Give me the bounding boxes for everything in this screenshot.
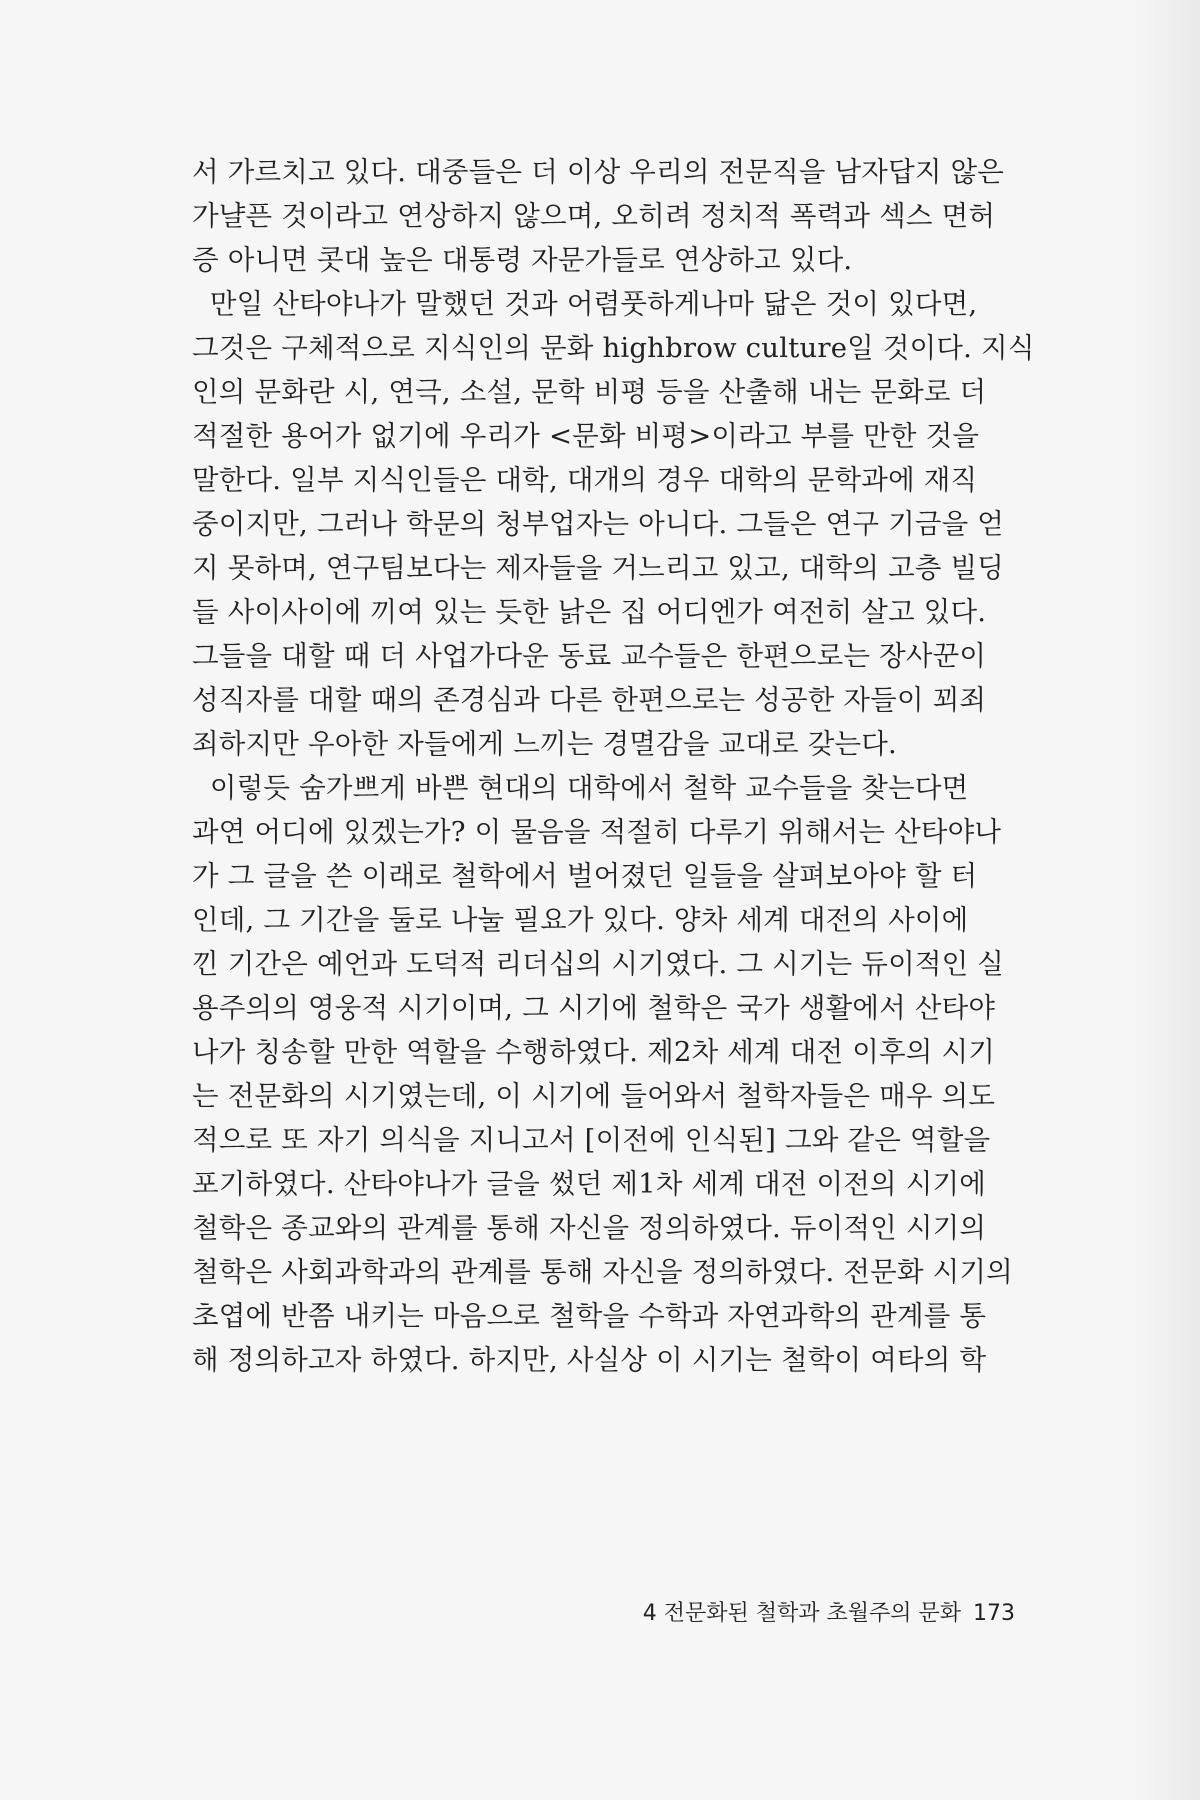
text-line: 만일 산타야나가 말했던 것과 어렴풋하게나마 닮은 것이 있다면, <box>192 288 978 320</box>
text-line: 그들을 대할 때 더 사업가다운 동료 교수들은 한편으로는 장사꾼이 <box>192 640 987 672</box>
text-line: 이렇듯 숨가쁘게 바쁜 현대의 대학에서 철학 교수들을 찾는다면 <box>192 772 969 804</box>
text-line: 가 그 글을 쓴 이래로 철학에서 벌어졌던 일들을 살펴보아야 할 터 <box>192 860 978 892</box>
text-line: 용주의의 영웅적 시기이며, 그 시기에 철학은 국가 생활에서 산타야 <box>192 992 996 1024</box>
text-line: 낀 기간은 예언과 도덕적 리더십의 시기였다. 그 시기는 듀이적인 실 <box>192 948 1005 980</box>
text-line: 포기하였다. 산타야나가 글을 썼던 제1차 세계 대전 이전의 시기에 <box>192 1168 987 1200</box>
text-line: 그것은 구체적으로 지식인의 문화 highbrow culture일 것이다. 지식 <box>192 332 1035 364</box>
text-line: 가냘픈 것이라고 연상하지 않으며, 오히려 정치적 폭력과 섹스 면허 <box>192 200 996 232</box>
page-edge-shadow <box>1130 0 1200 1800</box>
page-number: 173 <box>973 1601 1015 1626</box>
body-text <box>192 150 1042 1382</box>
text-line: 인데, 그 기간을 둘로 나눌 필요가 있다. 양차 세계 대전의 사이에 <box>192 904 969 936</box>
text-line: 들 사이사이에 끼여 있는 듯한 낡은 집 어디엔가 여전히 살고 있다. <box>192 596 987 628</box>
text-line: 초엽에 반쯤 내키는 마음으로 철학을 수학과 자연과학의 관계를 통 <box>192 1300 987 1332</box>
text-line: 해 정의하고자 하였다. 하지만, 사실상 이 시기는 철학이 여타의 학 <box>192 1344 987 1376</box>
text-line: 적으로 또 자기 의식을 지니고서 [이전에 인식된] 그와 같은 역할을 <box>192 1124 991 1156</box>
text-line: 나가 칭송할 만한 역할을 수행하였다. 제2차 세계 대전 이후의 시기 <box>192 1036 995 1068</box>
text-line: 철학은 종교와의 관계를 통해 자신을 정의하였다. 듀이적인 시기의 <box>192 1212 987 1244</box>
text-line: 중이지만, 그러나 학문의 청부업자는 아니다. 그들은 연구 기금을 얻 <box>192 508 1005 540</box>
text-line: 증 아니면 콧대 높은 대통령 자문가들로 연상하고 있다. <box>192 244 853 276</box>
chapter-title: 4 전문화된 철학과 초월주의 문화 <box>642 1601 961 1626</box>
text-line: 과연 어디에 있겠는가? 이 물음을 적절히 다루기 위해서는 산타야나 <box>192 816 1002 848</box>
text-line: 말한다. 일부 지식인들은 대학, 대개의 경우 대학의 문학과에 재직 <box>192 464 978 496</box>
text-line: 지 못하며, 연구팀보다는 제자들을 거느리고 있고, 대학의 고층 빌딩 <box>192 552 1005 584</box>
running-footer <box>595 1596 1015 1627</box>
text-line: 서 가르치고 있다. 대중들은 더 이상 우리의 전문직을 남자답지 않은 <box>192 156 1005 188</box>
text-line: 적절한 용어가 없기에 우리가 <문화 비평>이라고 부를 만한 것을 <box>192 420 980 452</box>
text-line: 인의 문화란 시, 연극, 소설, 문학 비평 등을 산출해 내는 문화로 더 <box>192 376 987 408</box>
text-line: 철학은 사회과학과의 관계를 통해 자신을 정의하였다. 전문화 시기의 <box>192 1256 1013 1288</box>
text-line: 는 전문화의 시기였는데, 이 시기에 들어와서 철학자들은 매우 의도 <box>192 1080 996 1112</box>
text-line: 죄하지만 우아한 자들에게 느끼는 경멸감을 교대로 갖는다. <box>192 728 897 760</box>
text-line: 성직자를 대할 때의 존경심과 다른 한편으로는 성공한 자들이 꾀죄 <box>192 684 987 716</box>
